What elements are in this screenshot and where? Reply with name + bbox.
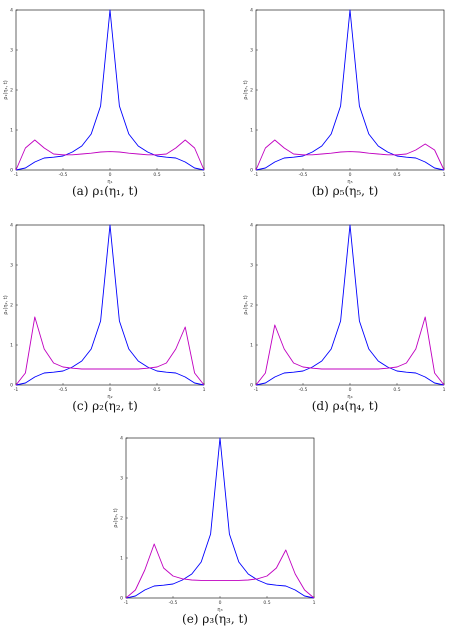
x-tick-label: 1	[202, 388, 206, 393]
y-axis-label: ρ₂(η₂, t)	[3, 295, 9, 315]
chart-caption-d: (d) ρ₄(η₄, t)	[311, 399, 379, 413]
x-tick-label: -1	[13, 173, 19, 178]
chart-plot-e	[110, 428, 320, 613]
x-tick-label: -1	[253, 388, 259, 393]
y-tick-label: 4	[10, 8, 13, 14]
y-axis-label: ρ₁(η₁, t)	[3, 80, 9, 100]
chart-caption-b: (b) ρ₅(η₅, t)	[311, 184, 379, 198]
series-line-1	[256, 317, 444, 385]
series-line-1	[256, 140, 444, 170]
y-tick-label: 2	[250, 303, 253, 309]
y-tick-label: 2	[10, 88, 13, 94]
chart-panel-b	[240, 0, 450, 200]
plot-frame	[256, 10, 444, 170]
x-tick-label: 1	[312, 601, 316, 606]
x-tick-label: 0	[108, 173, 112, 178]
x-tick-label: -1	[123, 601, 129, 606]
x-tick-label: -0.5	[58, 173, 68, 178]
y-tick-label: 3	[120, 476, 123, 482]
plot-frame	[16, 225, 204, 385]
x-tick-label: -1	[253, 173, 259, 178]
y-tick-label: 4	[120, 436, 123, 442]
y-axis-label: ρ₅(η₅, t)	[243, 80, 249, 100]
y-tick-label: 1	[250, 128, 253, 134]
x-tick-label: -0.5	[298, 173, 308, 178]
x-axis-label: η₄	[347, 394, 353, 400]
chart-caption-e: (e) ρ₃(η₃, t)	[182, 612, 248, 626]
x-axis-label: η₅	[347, 179, 353, 185]
plot-frame	[16, 10, 204, 170]
x-tick-label: 0.5	[393, 388, 401, 393]
x-tick-label: 0.5	[393, 173, 401, 178]
y-tick-label: 0	[250, 383, 253, 389]
chart-plot-a	[0, 0, 210, 185]
y-tick-label: 2	[120, 516, 123, 522]
y-tick-label: 2	[10, 303, 13, 309]
chart-plot-b	[240, 0, 450, 185]
series-line-0	[126, 438, 314, 598]
chart-panel-d	[240, 215, 450, 415]
x-tick-label: 0	[218, 601, 222, 606]
y-tick-label: 3	[10, 263, 13, 269]
y-tick-label: 0	[120, 596, 123, 602]
y-tick-label: 1	[120, 556, 123, 562]
x-axis-label: η₂	[107, 394, 113, 400]
series-line-1	[126, 544, 314, 598]
y-tick-label: 1	[250, 343, 253, 349]
y-tick-label: 1	[10, 128, 13, 134]
x-tick-label: -0.5	[298, 388, 308, 393]
series-line-0	[256, 225, 444, 385]
y-tick-label: 2	[250, 88, 253, 94]
x-tick-label: 0	[108, 388, 112, 393]
x-tick-label: 1	[442, 173, 446, 178]
plot-frame	[256, 225, 444, 385]
y-tick-label: 4	[250, 8, 253, 14]
y-tick-label: 4	[250, 223, 253, 229]
x-axis-label: η₁	[107, 179, 113, 185]
x-tick-label: -0.5	[58, 388, 68, 393]
x-tick-label: 0	[348, 173, 352, 178]
y-tick-label: 0	[250, 168, 253, 174]
x-tick-label: -1	[13, 388, 19, 393]
chart-caption-c: (c) ρ₂(η₂, t)	[72, 399, 138, 413]
series-line-0	[16, 225, 204, 385]
series-line-1	[16, 317, 204, 385]
x-tick-label: 0.5	[263, 601, 271, 606]
chart-plot-d	[240, 215, 450, 400]
x-tick-label: 0.5	[153, 173, 161, 178]
x-tick-label: 1	[202, 173, 206, 178]
y-tick-label: 3	[250, 263, 253, 269]
x-tick-label: 0	[348, 388, 352, 393]
y-tick-label: 3	[10, 48, 13, 54]
y-axis-label: ρ₄(η₄, t)	[243, 295, 249, 315]
series-line-0	[256, 10, 444, 170]
chart-caption-a: (a) ρ₁(η₁, t)	[71, 184, 138, 198]
chart-panel-a	[0, 0, 210, 200]
x-axis-label: η₃	[217, 607, 223, 613]
x-tick-label: 0.5	[153, 388, 161, 393]
y-tick-label: 0	[10, 383, 13, 389]
y-tick-label: 3	[250, 48, 253, 54]
y-tick-label: 0	[10, 168, 13, 174]
y-tick-label: 1	[10, 343, 13, 349]
chart-panel-c	[0, 215, 210, 415]
y-axis-label: ρ₃(η₃, t)	[113, 508, 119, 528]
series-line-1	[16, 140, 204, 170]
chart-plot-c	[0, 215, 210, 400]
x-tick-label: 1	[442, 388, 446, 393]
chart-panel-e	[110, 428, 320, 628]
plot-frame	[126, 438, 314, 598]
series-line-0	[16, 10, 204, 170]
y-tick-label: 4	[10, 223, 13, 229]
x-tick-label: -0.5	[168, 601, 178, 606]
